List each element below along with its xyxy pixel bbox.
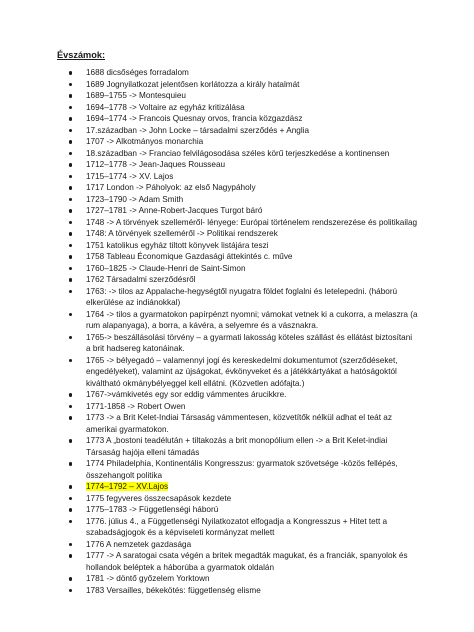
bullet-icon xyxy=(69,336,72,339)
list-item xyxy=(0,412,474,435)
list-item-text: 1689 Jognyilatkozat jelentősen korlátozza a király hatalmát xyxy=(86,79,300,89)
bullet-icon xyxy=(69,175,72,178)
list-item-text: 1760–1825 -> Claude-Henri de Saint-Simon xyxy=(86,263,246,273)
bullet-icon xyxy=(69,186,72,189)
list-item-text: 1776 A nemzetek gazdasága xyxy=(86,539,192,549)
bullet-icon xyxy=(69,359,72,362)
bullet-icon xyxy=(69,117,72,120)
bullet-icon xyxy=(69,313,72,316)
list-item-text: 1773 -> a Brit Kelet-Indiai Társaság vámmentesen, közvetítők nélkül adhat el teát az amerikai gyarmatokon. xyxy=(86,413,392,434)
list-item-text: 1763: -> tilos az Appalache-hegységtől nyugatra földet foglalni és letelepedni. (háború elkerülése az indiánokkal) xyxy=(86,286,398,307)
list-item xyxy=(0,539,474,551)
list-item xyxy=(0,504,474,516)
list-item xyxy=(0,90,474,102)
list-item-text: 1783 Versailles, békekötés: függetlenség elisme xyxy=(86,585,261,595)
bullet-icon xyxy=(69,129,72,132)
list-item-text: 1767->vámkivetés egy sor eddig vámmentes árucikkre. xyxy=(86,390,287,399)
bullet-icon xyxy=(69,508,72,511)
list-item xyxy=(0,550,474,573)
list-item xyxy=(0,136,474,148)
list-item xyxy=(0,389,474,401)
list-item-text: 1765-> beszállásolási törvény – a gyarmati lakosság köteles szállást és ellátást biztosítani a brit hadsereg katonáinak. xyxy=(86,332,413,353)
list-item-text: 1775–1783 -> Függetlenségi háború xyxy=(86,505,219,514)
list-item-text: 1777 -> A saratogai csata végén a britek megadták magukat, és a franciák, spanyolok és hollandok beléptek a háborúba a gyarmatok oldalán xyxy=(86,551,408,572)
bullet-icon xyxy=(69,163,72,166)
list-item xyxy=(0,182,474,194)
bullet-icon xyxy=(69,416,72,419)
list-item-text: 1771-1858 -> Robert Owen xyxy=(86,401,186,411)
bullet-icon xyxy=(69,290,72,293)
bullet-icon xyxy=(69,543,72,546)
list-item-text: 1762 Társadalmi szerződésről xyxy=(86,275,196,284)
list-item xyxy=(0,435,474,458)
bullet-icon xyxy=(69,554,72,557)
list-item-text: 1781 -> döntő győzelem Yorktown xyxy=(86,574,210,583)
bullet-icon xyxy=(69,83,72,86)
list-item xyxy=(0,159,474,171)
bullet-icon xyxy=(69,209,72,212)
list-item-text: 1707 -> Alkotmányos monarchia xyxy=(86,137,204,146)
bullet-icon xyxy=(69,255,72,258)
list-item-text: 1694–1778 -> Voltaire az egyház kritizálása xyxy=(86,102,245,112)
list-item xyxy=(0,458,474,481)
list-item-text: 1715–1774 -> XV. Lajos xyxy=(86,171,174,181)
list-item xyxy=(0,332,474,355)
bullet-icon xyxy=(69,232,72,235)
bullet-icon xyxy=(69,485,72,488)
list-item-text: 1748: A törvények szelleméről -> Politikai rendszerek xyxy=(86,229,278,238)
list-item-text: 1723–1790 -> Adam Smith xyxy=(86,194,184,204)
bullet-icon xyxy=(69,497,72,500)
list-item xyxy=(0,67,474,79)
list-item xyxy=(0,274,474,286)
bullet-icon xyxy=(69,140,72,143)
list-item xyxy=(0,217,474,229)
list-item-text: 1774 Philadelphia, Kontinentális Kongresszus: gyarmatok szövetsége -közös fellépés, összehangolt politika xyxy=(86,459,398,480)
list-item xyxy=(0,493,474,505)
list-item xyxy=(0,516,474,539)
bullet-icon xyxy=(69,589,72,592)
list-item-text: 1694–1774 -> Francois Quesnay orvos, francia közgazdász xyxy=(86,114,303,123)
list-item xyxy=(0,171,474,183)
list-item xyxy=(0,481,474,493)
list-item xyxy=(0,205,474,217)
list-item-text: 18.században -> Franciao felvilágosodása széles körű terjeszkedése a kontinensen xyxy=(86,148,390,158)
list-item-text: 1689–1755 -> Montesquieu xyxy=(86,91,186,100)
bullet-icon xyxy=(69,520,72,523)
bullet-icon xyxy=(69,106,72,109)
bullet-icon xyxy=(69,278,72,281)
bullet-icon xyxy=(69,94,72,97)
list-item-text: 1758 Tableau Économique Gazdasági áttekintés c. műve xyxy=(86,252,293,261)
list-item xyxy=(0,228,474,240)
list-item xyxy=(0,585,474,597)
list-item xyxy=(0,263,474,275)
list-item-text: 1688 dicsőséges forradalom xyxy=(86,68,189,77)
list-item xyxy=(0,113,474,125)
list-item-text: 1776. július 4., a Függetlenségi Nyilatkozatot elfogadja a Kongresszus + Hitet tett a szabadságjogok és a képviseleti kormányzat mellett xyxy=(86,516,388,537)
list-item-text: 1712–1778 -> Jean-Jaques Rousseau xyxy=(86,160,226,169)
list-item-text: 1774–1792 – XV.Lajos xyxy=(86,482,169,491)
list-item xyxy=(0,355,474,390)
list-item xyxy=(0,401,474,413)
bullet-icon xyxy=(69,393,72,396)
list-item-text: 1773 A „bostoni teadélután + tiltakozás a brit monopólium ellen -> a Brit Kelet-indiai Társaság hajója elleni támadás xyxy=(86,436,388,457)
list-item-text: 1751 katolikus egyház tiltott könyvek listájára teszi xyxy=(86,240,269,250)
document-heading: Évszámok: xyxy=(57,50,106,60)
bullet-icon xyxy=(69,198,72,201)
list-item-text: 1727–1781 -> Anne-Robert-Jacques Turgot báró xyxy=(86,206,263,215)
list-item-text: 1748 -> A törvények szelleméről- lényege: Európai történelem rendszerezése és politikailag xyxy=(86,217,418,227)
bullet-icon xyxy=(69,71,72,74)
list-item-text: 1775 fegyveres összecsapások kezdete xyxy=(86,493,232,503)
bullet-icon xyxy=(69,244,72,247)
list-item xyxy=(0,251,474,263)
list-item xyxy=(0,286,474,309)
bullet-icon xyxy=(69,221,72,224)
bullet-icon xyxy=(69,152,72,155)
list-item xyxy=(0,102,474,114)
list-item-text: 1765 -> bélyegadó – valamennyi jogi és kereskedelmi dokumentumot (szerződéseket, engedélyeket), valamint az újságokat, évkönyveket és a játékkártyákat a hatóságoktól kiváltható okmánybélyeggel kell ellátni. (Közvetlen adófajta.) xyxy=(86,355,398,388)
bullet-icon xyxy=(69,462,72,465)
event-list xyxy=(0,67,474,596)
list-item-text: 1717 London -> Páholyok: az első Nagypáholy xyxy=(86,183,256,192)
bullet-icon xyxy=(69,577,72,580)
bullet-icon xyxy=(69,439,72,442)
bullet-icon xyxy=(69,267,72,270)
list-item xyxy=(0,148,474,160)
list-item xyxy=(0,79,474,91)
list-item-text: 17.században -> John Locke – társadalmi szerződés + Anglia xyxy=(86,125,310,135)
list-item xyxy=(0,125,474,137)
list-item xyxy=(0,240,474,252)
list-item xyxy=(0,309,474,332)
list-item xyxy=(0,573,474,585)
list-item xyxy=(0,194,474,206)
list-item-text: 1764 -> tilos a gyarmatokon papírpénzt nyomni; vámokat vetnek ki a cukorra, a melaszra (a rum alapanyaga), a borra, a kávéra, a selyemre és a vásznakra. xyxy=(86,309,418,330)
bullet-icon xyxy=(69,405,72,408)
